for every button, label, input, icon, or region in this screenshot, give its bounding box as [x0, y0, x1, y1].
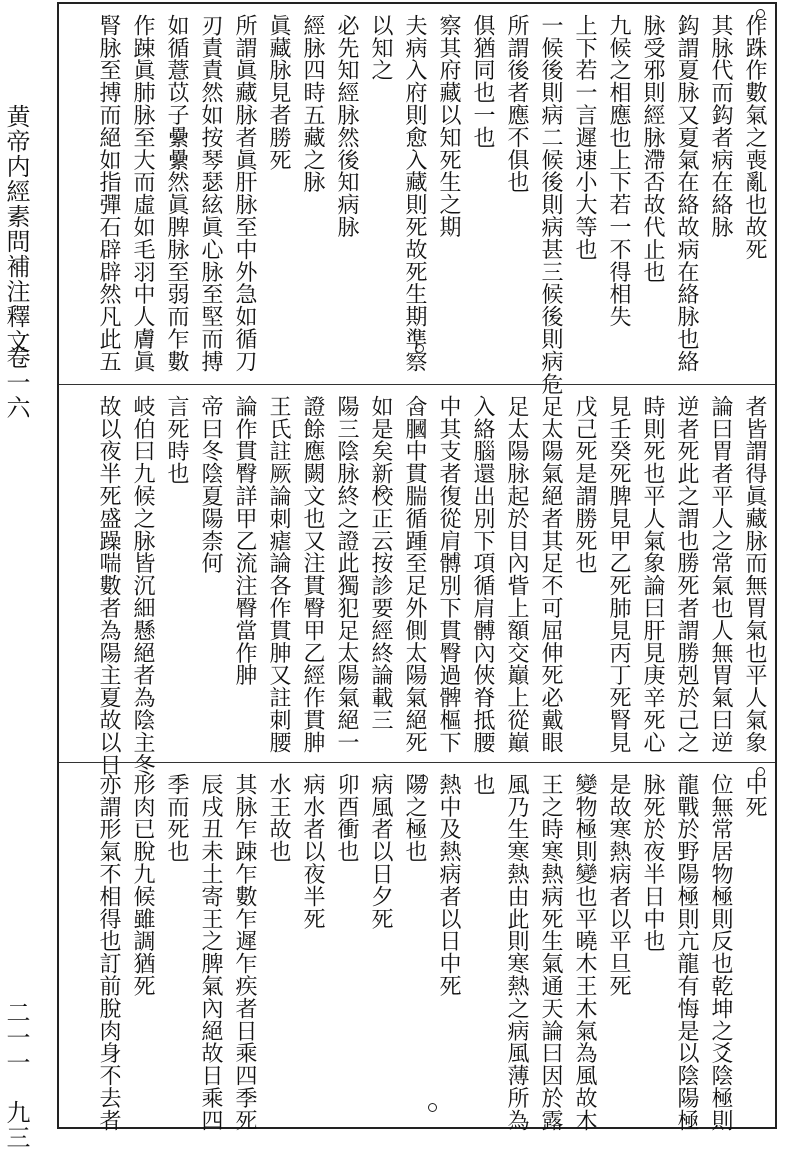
text-column: 夫病入府則愈入藏則死故死生期準察 — [402, 14, 427, 373]
text-column: 熱中及熱病者以日中死 — [436, 773, 461, 997]
circle-mark-icon — [756, 9, 765, 18]
text-column: 水王故也 — [266, 773, 291, 863]
text-column: 證餘應闕文也又注貫臀甲乙經作貫胂 — [300, 395, 325, 754]
text-column: 風乃生寒熱由此則寒熱之病風薄所為 — [504, 773, 529, 1132]
text-column: 論作貫臀詳甲乙流注臀當作胂 — [232, 395, 257, 687]
text-column: 王之時寒熱病死生氣通天論曰因於露 — [538, 773, 563, 1132]
text-column: 脉受邪則經脉滯否故代止也 — [640, 14, 665, 283]
text-column: 刃責責然如按琴瑟絃眞心脉至堅而搏 — [198, 14, 223, 373]
text-column: 中其支者復從肩髆別下貫臀過髀樞下 — [436, 395, 461, 754]
text-column: 足太陽脉起於目內眥上額交巔上從巔 — [504, 395, 529, 754]
circle-mark-icon — [419, 775, 428, 784]
circle-mark-icon — [379, 485, 388, 494]
text-column: 上下若一言遲速小大等也 — [572, 14, 597, 261]
text-column: 卯酉衝也 — [334, 773, 359, 863]
text-column: 位無常居物極則反也乾坤之爻陰極則 — [708, 773, 733, 1132]
text-column: 亦謂形氣不相得也訂前脫肉身不去者 — [96, 773, 121, 1132]
text-column: 陽之極也 — [402, 773, 427, 863]
text-column: 者皆謂得眞藏脉而無胃氣也平人氣象 — [742, 395, 767, 754]
text-column: 察其府藏以知死生之期 — [436, 14, 461, 238]
text-column: 帝曰冬陰夏陽柰何 — [198, 395, 223, 575]
text-column: 作跦作數氣之喪亂也故死 — [742, 14, 767, 261]
text-column: 足太陽氣絕者其足不可屈伸死必戴眼 — [538, 395, 563, 754]
text-column: 陽三陰脉終之證此獨犯足太陽氣絕一 — [334, 395, 359, 754]
text-column: 以知之 — [368, 14, 393, 82]
circle-mark-icon — [756, 767, 765, 776]
text-column: 一候後則病二候後則病甚三候後則病危 — [538, 14, 563, 395]
text-column: 辰戌丑未土寄王之脾氣內絕故日乘四 — [198, 773, 223, 1132]
text-column: 所謂後者應不俱也 — [504, 14, 529, 194]
text-column: 季而死也 — [164, 773, 189, 863]
text-column: 岐伯曰九候之脉皆沉細懸絕者為陰主冬 — [130, 395, 155, 776]
text-column: 王氏註厥論刺瘧論各作貫胂又註刺腰 — [266, 395, 291, 754]
text-column: 合膕中貫腨循踵至足外側太陽氣絕死 — [402, 395, 427, 754]
text-column: 其脉乍踈乍數乍遲乍疾者日乘四季死 — [232, 773, 257, 1132]
text-column: 變物極則變也平曉木王木氣為風故木 — [572, 773, 597, 1132]
text-column: 如是矣新校正云按診要經終論載三 — [368, 395, 393, 731]
text-column: 故以夜半死盛躁喘數者為陽主夏故以日 — [96, 395, 121, 776]
text-column: 言死時也 — [164, 395, 189, 485]
text-column: 中死 — [742, 773, 767, 818]
top-panel — [59, 4, 775, 395]
text-column: 九候之相應也上下若一不得相失 — [606, 14, 631, 328]
text-column: 其脉代而鈎者病在絡脉 — [708, 14, 733, 238]
circle-mark-icon — [414, 403, 423, 412]
text-column: 龍戰於野陽極則亢龍有悔是以陰陽極 — [674, 773, 699, 1132]
text-column: 經脉四時五藏之脉 — [300, 14, 325, 194]
book-title: 黄帝内經素問補注釋文 — [2, 104, 30, 354]
text-column: 時則死也平人氣象論曰肝見庚辛死心 — [640, 395, 665, 754]
text-column: 入絡腦還出別下項循肩髆內俠脊抵腰 — [470, 395, 495, 754]
text-column: 戊己死是謂勝死也 — [572, 395, 597, 575]
text-column: 必先知經脉然後知病脉 — [334, 14, 359, 238]
text-column: 俱猶同也一也 — [470, 14, 495, 149]
text-column: 也 — [470, 773, 495, 796]
text-column: 是故寒熱病者以平旦死 — [606, 773, 631, 997]
circle-mark-icon — [428, 1103, 437, 1112]
page-frame — [57, 2, 777, 1132]
text-column: 如循薏苡子纍纍然眞脾脉至弱而乍數 — [164, 14, 189, 373]
text-column: 脉死於夜半日中也 — [640, 773, 665, 953]
text-column: 論曰胃者平人之常氣也人無胃氣曰逆 — [708, 395, 733, 754]
middle-panel — [59, 384, 775, 776]
text-column: 病水者以夜半死 — [300, 773, 325, 930]
text-column: 鈎謂夏脉又夏氣在絡故病在絡脉也絡 — [674, 14, 699, 373]
text-column: 逆者死此之謂也勝死者謂勝剋於己之 — [674, 395, 699, 754]
bottom-panel — [59, 762, 775, 1132]
volume-label: 卷一六 — [2, 345, 30, 420]
text-column: 腎脉至搏而絕如指彈石辟辟然凡此五 — [96, 14, 121, 373]
page-number: 二一一 九三 — [2, 1000, 30, 1150]
text-column: 眞藏脉見者勝死 — [266, 14, 291, 171]
text-column: 病風者以日夕死 — [368, 773, 393, 930]
text-column: 作踈眞肺脉至大而虛如毛羽中人膚眞 — [130, 14, 155, 373]
text-column: 所謂眞藏脉者眞肝脉至中外急如循刀 — [232, 14, 257, 373]
text-column: 見壬癸死脾見甲乙死肺見丙丁死腎見 — [606, 395, 631, 754]
text-column: 形肉已脫九候雖調猶死 — [130, 773, 155, 997]
circle-mark-icon — [415, 344, 424, 353]
